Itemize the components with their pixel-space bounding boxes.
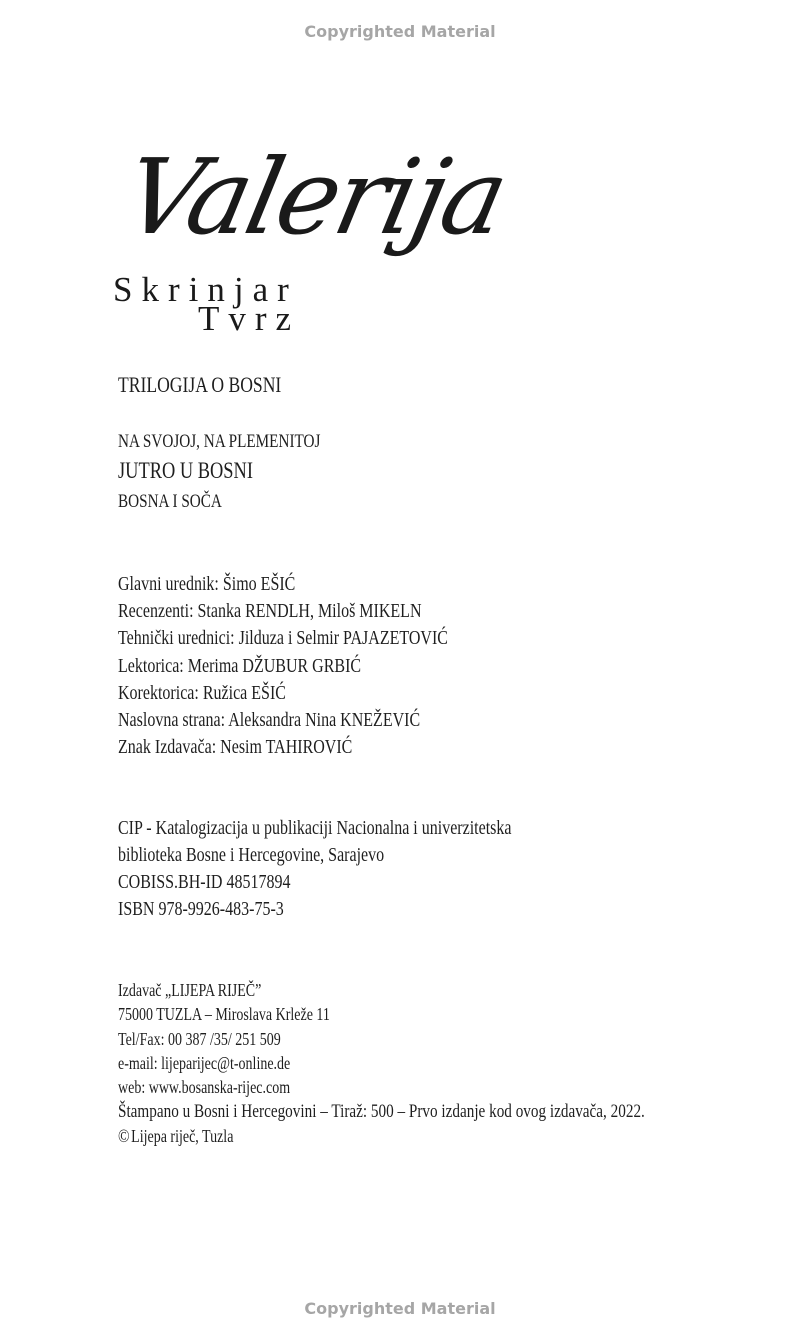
publisher-name: Izdavač „LIJEPA RIJEČ” bbox=[118, 980, 262, 1000]
publisher-address: 75000 TUZLA – Miroslava Krleže 11 bbox=[118, 1004, 330, 1025]
credit-value: Stanka RENDLH, Miloš MIKELN bbox=[197, 600, 422, 623]
author-logo bbox=[110, 136, 516, 350]
credit-row bbox=[118, 680, 448, 707]
book-title-1: NA SVOJOJ, NA PLEMENITOJ bbox=[118, 431, 321, 452]
series-title: TRILOGIJA O BOSNI bbox=[118, 372, 282, 397]
cip-line: CIP - Katalogizacija u publikaciji Nacionalna i univerzitetska bbox=[118, 817, 512, 839]
cobiss-id: COBISS.BH-ID 48517894 bbox=[118, 871, 291, 893]
author-first-name: Valerija bbox=[114, 136, 516, 258]
credit-value: Ružica EŠIĆ bbox=[202, 681, 286, 704]
credit-value: Merima DŽUBUR GRBIĆ bbox=[187, 654, 362, 677]
credit-value: Aleksandra Nina KNEŽEVIĆ bbox=[228, 709, 421, 732]
credit-label: Tehnički urednici: bbox=[118, 627, 235, 650]
credit-label: Naslovna strana: bbox=[118, 709, 226, 732]
credit-value: Jilduza i Selmir PAJAZETOVIĆ bbox=[238, 627, 448, 650]
credit-label: Znak Izdavača: bbox=[118, 736, 217, 759]
credit-label: Korektorica: bbox=[118, 681, 199, 704]
author-surname-1: Skrinjar bbox=[113, 270, 298, 309]
copyright-holder: Lijepa riječ, Tuzla bbox=[131, 1126, 234, 1147]
publisher-phone: Tel/Fax: 00 387 /35/ 251 509 bbox=[118, 1028, 281, 1049]
isbn: ISBN 978-9926-483-75-3 bbox=[118, 898, 284, 920]
copyright-icon: © bbox=[118, 1126, 130, 1148]
credit-label: Recenzenti: bbox=[118, 600, 194, 623]
credit-row bbox=[118, 571, 448, 598]
credit-row bbox=[118, 734, 448, 761]
cip-record bbox=[118, 815, 512, 923]
credit-row bbox=[118, 707, 448, 734]
watermark-top: Copyrighted Material bbox=[304, 22, 496, 41]
credit-value: Nesim TAHIROVIĆ bbox=[220, 736, 353, 759]
publisher-web: web: www.bosanska-rijec.com bbox=[118, 1077, 291, 1098]
printing-info: Štampano u Bosni i Hercegovini – Tiraž: 500 – Prvo izdanje kod ovog izdavača, 2022. bbox=[118, 1101, 645, 1123]
copyright-line bbox=[118, 1124, 645, 1149]
watermark-bottom: Copyrighted Material bbox=[304, 1299, 496, 1318]
credit-row bbox=[118, 653, 448, 680]
publisher-email: e-mail: lijeparijec@t-online.de bbox=[118, 1052, 291, 1073]
author-surname-2: Tvrz bbox=[198, 299, 301, 338]
credit-value: Šimo EŠIĆ bbox=[222, 573, 296, 595]
publisher-info bbox=[118, 978, 645, 1150]
credit-label: Lektorica: bbox=[118, 654, 184, 677]
credit-row bbox=[118, 598, 448, 625]
book-title-2: JUTRO U BOSNI bbox=[118, 458, 253, 483]
cip-line: biblioteka Bosne i Hercegovine, Sarajevo bbox=[118, 844, 385, 866]
credits-list bbox=[118, 571, 448, 761]
credit-label: Glavni urednik: bbox=[118, 573, 219, 595]
credit-row bbox=[118, 625, 448, 652]
book-title-3: BOSNA I SOČA bbox=[118, 491, 222, 512]
